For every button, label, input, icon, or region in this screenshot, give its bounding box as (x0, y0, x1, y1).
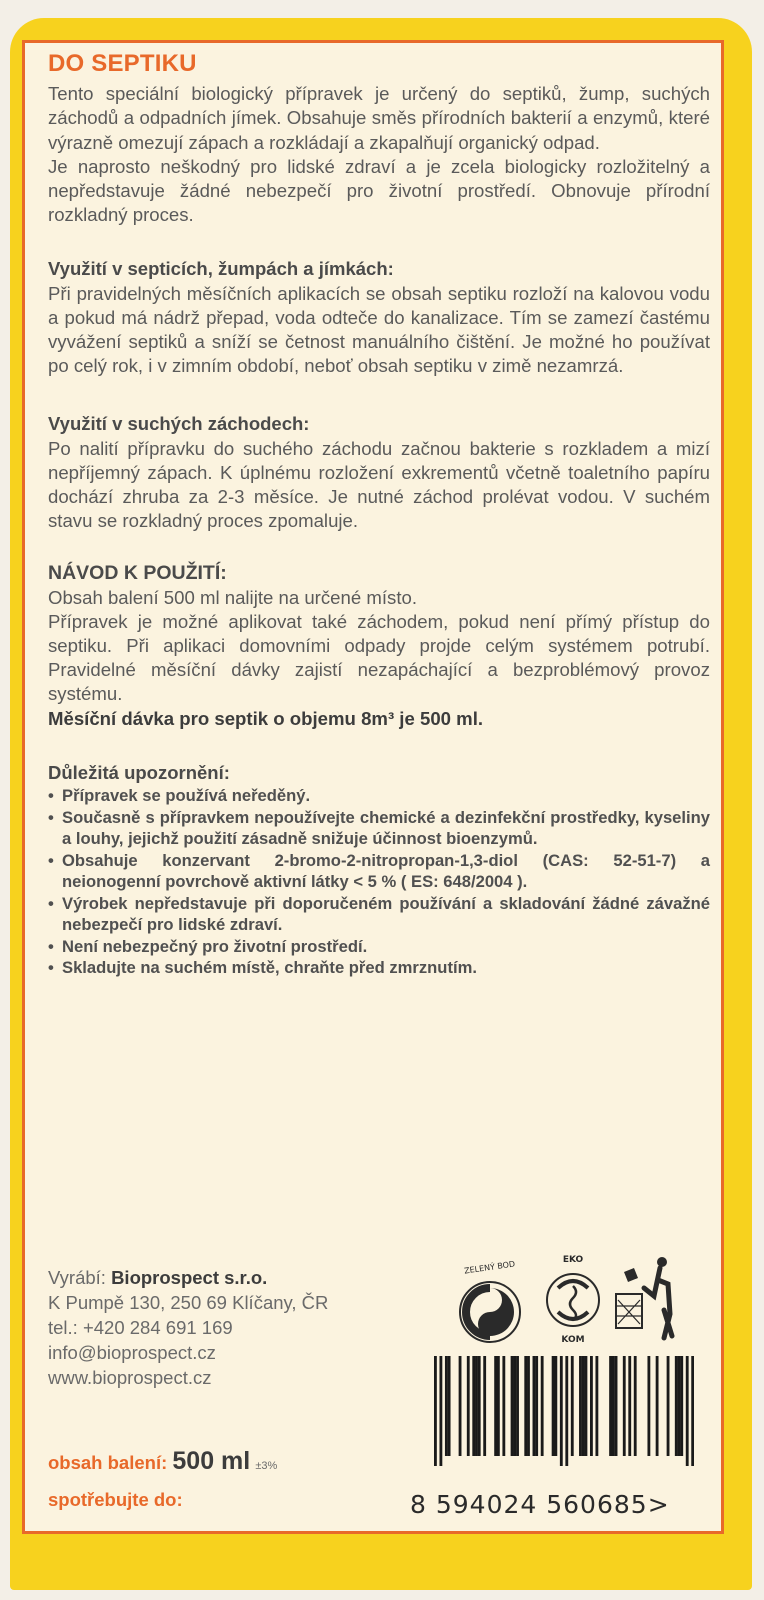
usage-line: Obsah balení 500 ml nalijte na určené místo. (48, 586, 417, 608)
barcode-bar (541, 1356, 544, 1456)
barcode-left-digits: 594024 (435, 1490, 538, 1519)
intro-paragraph-2: Je naprosto neškodný pro lidské zdraví a je zcela biologicky rozložitelný a nepředstavuje žádné nebezpečí pro životní prostředí. Obnovuje přírodní rozkladný proces. (48, 155, 710, 226)
barcode-bar (667, 1356, 670, 1456)
maker-label: Vyrábí: (48, 1267, 106, 1288)
dose-line: Měsíční dávka pro septik o objemu 8m³ je 500 ml. (48, 707, 484, 729)
dry-toilet-text: Po nalití přípravku do suchého záchodu začnou bakterie s rozkladem a mizí nepříjemný zápach. K úplnému rozložení exkrementů včetně toaletního papíru dochází zhruba za 2-3 měsíce. Je nutné záchod prolévat vodou. V suchém stavu se rozkladný proces zpomaluje. (48, 437, 710, 532)
barcode-bar (475, 1356, 478, 1456)
volume-line (48, 1447, 277, 1476)
barcode-bar (554, 1356, 557, 1456)
green-dot-text: ZELENÝ BOD (463, 1259, 516, 1276)
ekokom-icon (547, 1255, 599, 1345)
manufacturer-block (48, 1265, 328, 1390)
barcode-bar (680, 1356, 683, 1456)
barcode-bar (535, 1356, 538, 1456)
barcode-bar (467, 1356, 470, 1456)
barcode-bar (678, 1356, 681, 1456)
warning-item: • Obsahuje konzervant 2-bromo-2-nitropropan-1,3-diol (CAS: 52-51-7) a neionogenní povrchově aktivní látky < 5 % ( ES: 648/2004 ). (48, 850, 710, 893)
barcode-bar (434, 1356, 437, 1466)
barcode-bar (516, 1356, 519, 1456)
barcode-bar (513, 1356, 516, 1456)
barcode-bar (612, 1356, 615, 1456)
barcode-bar (448, 1356, 451, 1456)
maker-email: info@bioprospect.cz (48, 1342, 216, 1363)
best-before (48, 1489, 183, 1511)
septic-heading: Využití v septicích, žumpách a jímkách: (48, 258, 394, 280)
barcode-first-digit: 8 (410, 1490, 427, 1519)
septic-text: Při pravidelných měsíčních aplikacích se obsah septiku rozloží na kalovou vodu a pokud má nádrž přepad, voda odteče do kanalizace. Tím se zamezí častému vyvážení septiků a sníží se četnost manuálního čištění. Je možné ho používat po celý rok, i v zimním období, neboť obsah septiku v zimě nezamrzá. (48, 282, 710, 377)
maker-name: Bioprospect s.r.o. (111, 1267, 268, 1288)
barcode-bar (478, 1356, 481, 1456)
barcode-bar (494, 1356, 497, 1456)
barcode-bar (595, 1356, 598, 1456)
maker-address: K Pumpě 130, 250 69 Klíčany, ČR (48, 1292, 329, 1313)
warnings-list (48, 785, 710, 979)
green-dot-icon (460, 1258, 520, 1342)
kom-text: KOM (561, 1335, 585, 1345)
maker-web: www.bioprospect.cz (48, 1367, 212, 1388)
warning-item: • Skladujte na suchém místě, chraňte před zmrznutím. (48, 957, 710, 979)
product-title: DO SEPTIKU (48, 50, 197, 77)
barcode-bar (634, 1356, 637, 1456)
barcode-bar (675, 1356, 678, 1456)
trash-bin-icon (616, 1257, 672, 1338)
barcode-end-mark: > (647, 1490, 670, 1519)
barcode-bar (524, 1356, 527, 1456)
barcode-bar (609, 1356, 612, 1456)
recycling-icons (448, 1250, 688, 1350)
barcode-bar (439, 1356, 442, 1466)
barcode-bar (527, 1356, 530, 1456)
usage-heading: NÁVOD K POUŽITÍ: (48, 562, 227, 585)
barcode-bar (483, 1356, 486, 1456)
barcode-bar (560, 1356, 563, 1466)
barcode-bar (533, 1356, 536, 1456)
barcode-bar (647, 1356, 650, 1456)
barcode-bar (565, 1356, 568, 1466)
barcode-digits (410, 1490, 670, 1519)
label-text (48, 52, 710, 979)
barcode-bar (582, 1356, 585, 1456)
barcode-bar (445, 1356, 448, 1456)
barcode-bar (459, 1356, 462, 1456)
barcode-bar (511, 1356, 514, 1456)
barcode-bar (472, 1356, 475, 1456)
barcode-bar (691, 1356, 694, 1466)
barcode-bar (590, 1356, 593, 1456)
barcode-bar (571, 1356, 574, 1456)
warning-item: • Přípravek se používá neředěný. (48, 785, 710, 807)
barcode-bar (623, 1356, 626, 1456)
barcode-bar (686, 1356, 689, 1466)
maker-phone: tel.: +420 284 691 169 (48, 1317, 233, 1338)
dry-toilet-heading: Využití v suchých záchodech: (48, 413, 310, 435)
barcode-bar (502, 1356, 505, 1456)
barcode-bar (656, 1356, 659, 1456)
warning-item: • Není nebezpečný pro životní prostředí. (48, 936, 710, 958)
warnings-heading: Důležitá upozornění: (48, 761, 230, 783)
best-before-label: spotřebujte do: (48, 1489, 183, 1510)
barcode-bar (552, 1356, 555, 1456)
usage-text: Přípravek je možné aplikovat také záchodem, pokud není přímý přístup do septiku. Při aplikaci domovními odpady projde celým systémem potrubí. Pravidelné měsíční dávky zajistí nezapáchající a bezproblémový provoz systému. (48, 610, 710, 705)
volume-value: 500 ml (172, 1447, 251, 1475)
warning-item: • Výrobek nepředstavuje při doporučeném používání a skladování žádné závažné nebezpečí pro lidské zdraví. (48, 893, 710, 936)
warning-item: • Současně s přípravkem nepoužívejte chemické a dezinfekční prostředky, kyseliny a louhy, jejichž použití zásadně snižuje účinnost bioenzymů. (48, 807, 710, 850)
barcode (434, 1356, 694, 1466)
barcode-bar (615, 1356, 618, 1456)
barcode-bar (585, 1356, 588, 1456)
barcode-bar (579, 1356, 582, 1456)
intro-paragraph-1: Tento speciální biologický přípravek je určený do septiků, žump, suchých záchodů a odpadních jímek. Obsahuje směs přírodních bakterií a enzymů, které výrazně omezují zápach a rozkládají a zkapalňují organický odpad. (48, 83, 710, 153)
barcode-bar (628, 1356, 631, 1456)
eko-text: EKO (562, 1255, 584, 1265)
volume-label: obsah balení: (48, 1452, 168, 1473)
volume-tolerance: ±3% (255, 1460, 278, 1472)
barcode-right-digits: 560685 (546, 1490, 648, 1519)
barcode-bar (497, 1356, 500, 1456)
